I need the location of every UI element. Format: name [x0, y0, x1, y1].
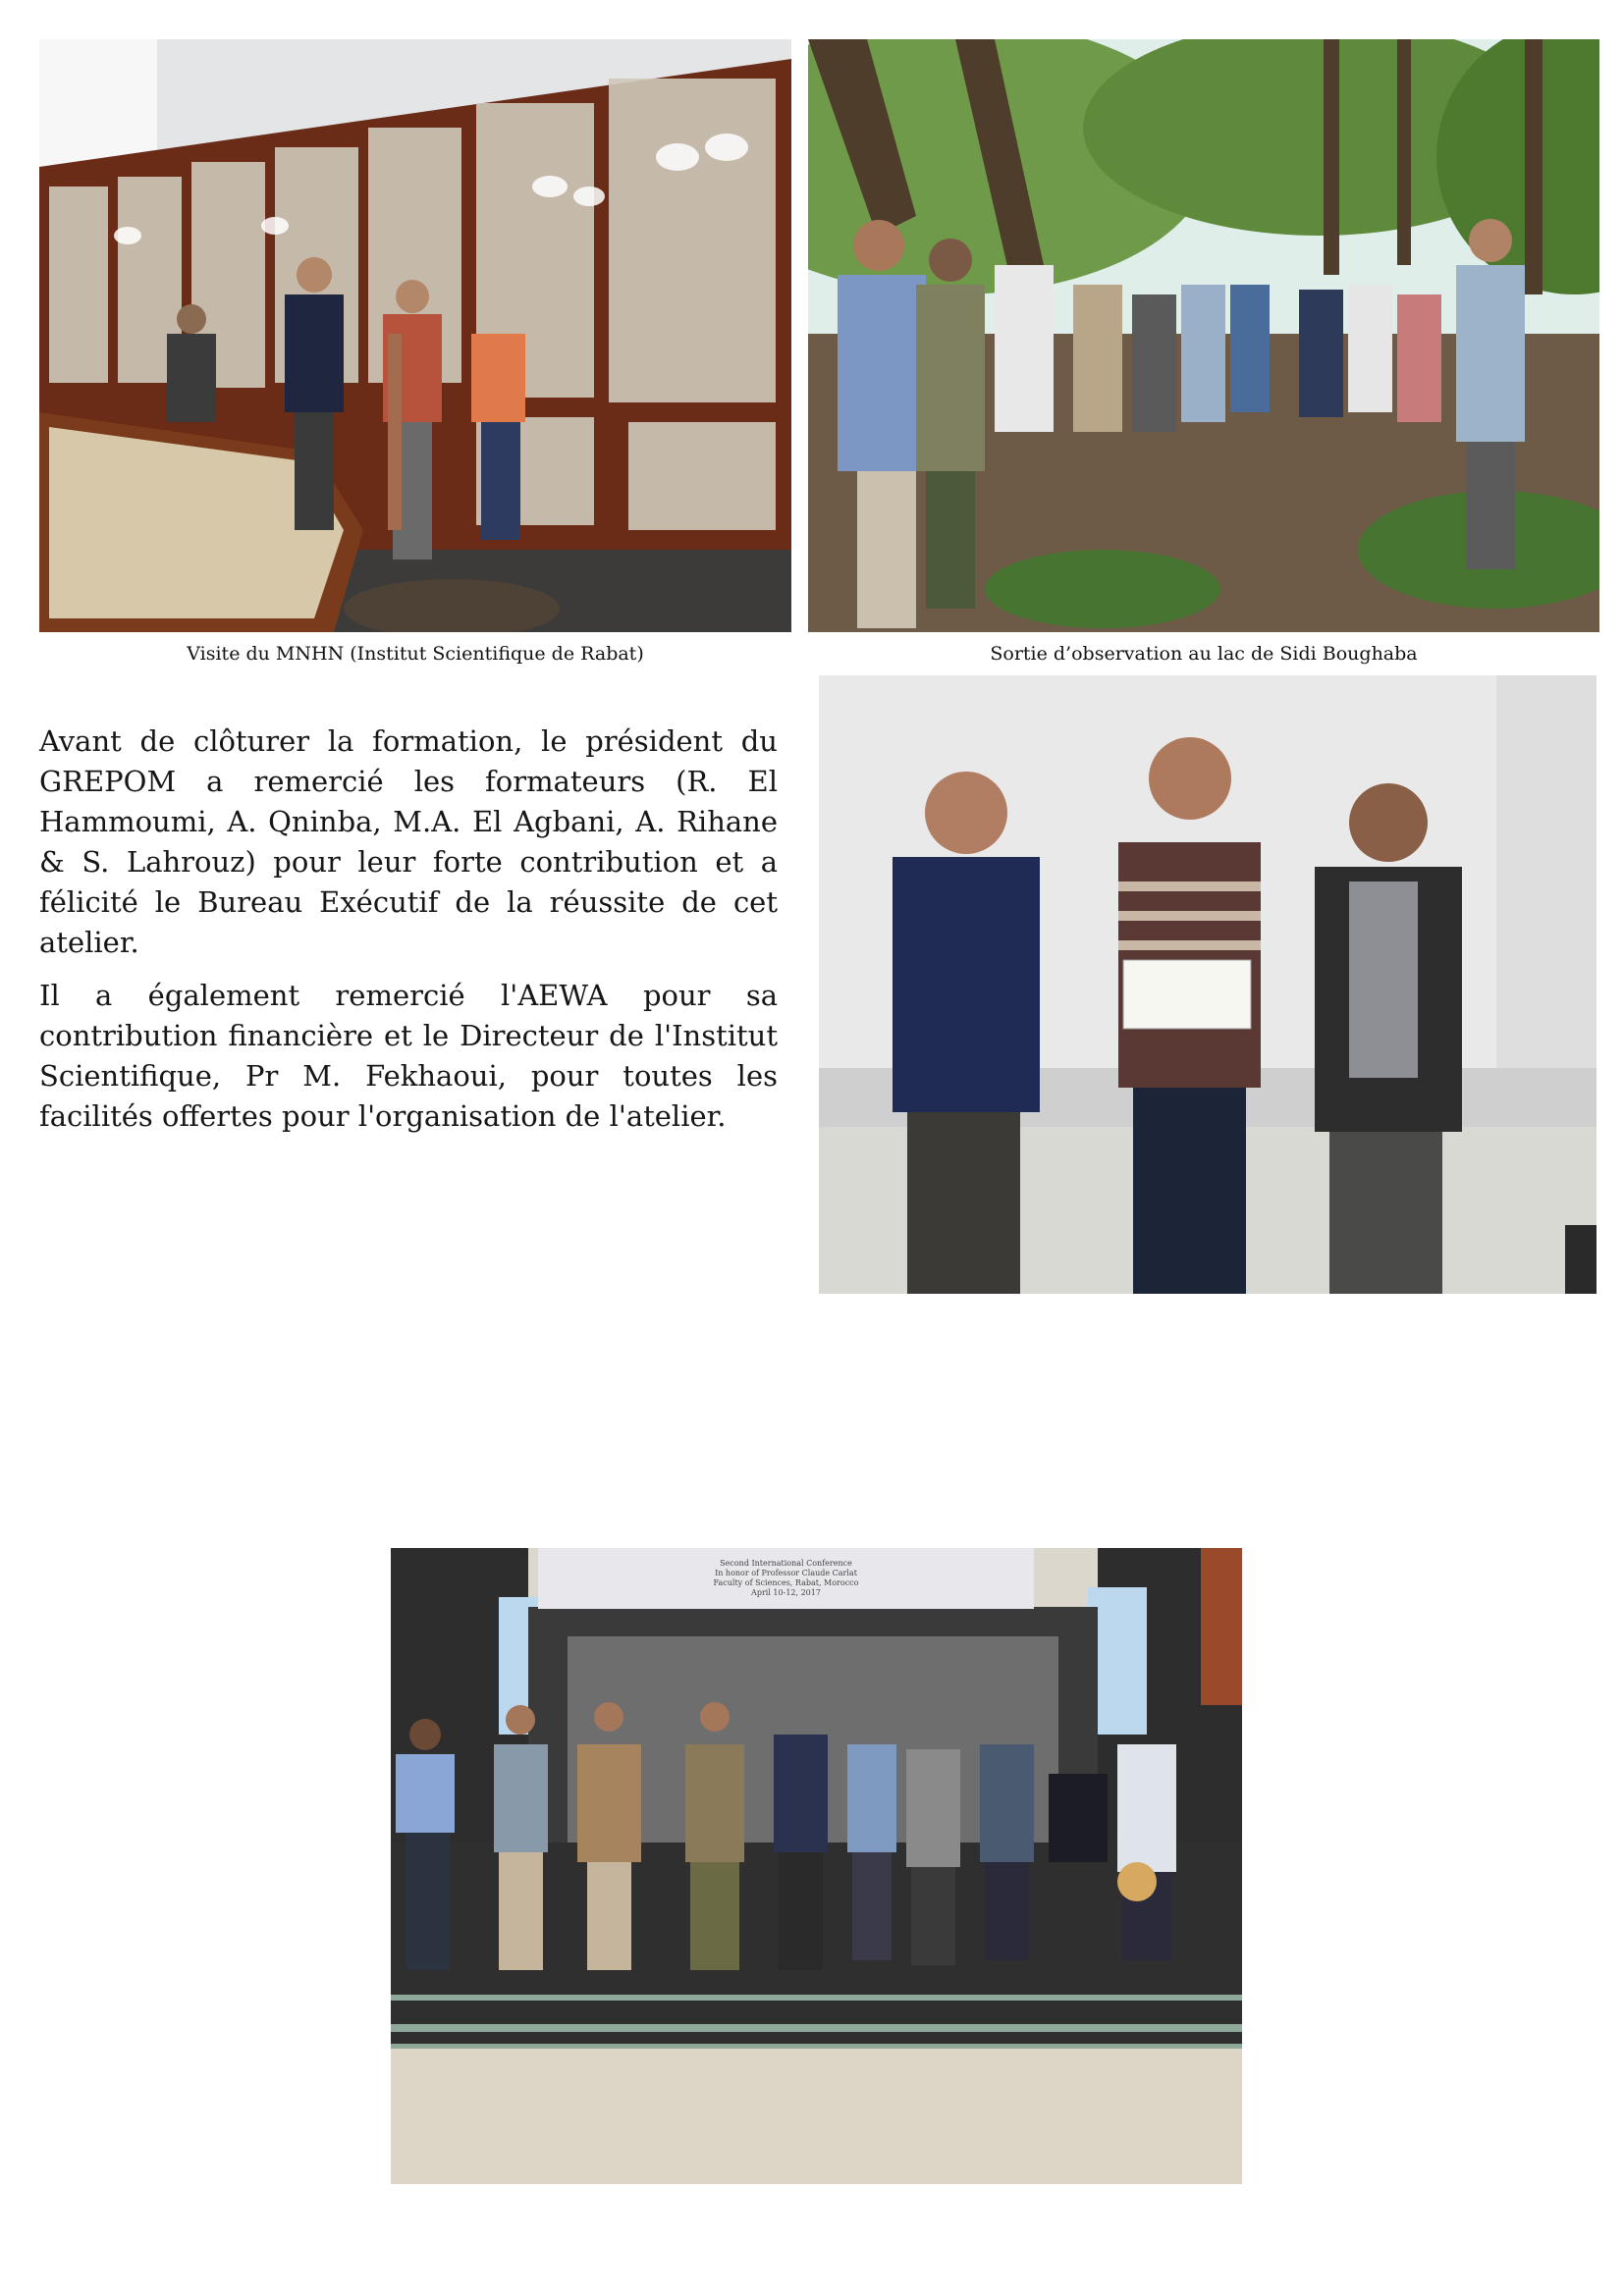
group-photo-illustration	[391, 1548, 1242, 2184]
banner-line-1: Second International Conference	[720, 1559, 852, 1568]
paragraph-thanks-sponsors: Il a également remercié l'AEWA pour sa contribution financière et le Directeur de l'Institut Scientifique, Pr M. Fekhaoui, pour toutes les facilités offertes pour l'organisation de l'atelier.	[39, 979, 778, 1133]
field-trip-caption: Sortie d’observation au lac de Sidi Boughaba	[990, 643, 1418, 665]
conference-banner	[538, 1550, 1034, 1607]
certificate-photo	[819, 675, 1597, 1294]
field-trip-photo	[808, 39, 1599, 632]
group-photo	[391, 1548, 1242, 2184]
certificate-photo-illustration	[819, 675, 1597, 1294]
field-trip-photo-illustration	[808, 39, 1599, 632]
museum-photo-illustration	[39, 39, 791, 632]
banner-line-4: April 10-12, 2017	[751, 1588, 821, 1597]
museum-caption: Visite du MNHN (Institut Scientifique de Rabat)	[187, 643, 644, 665]
banner-line-2: In honor of Professor Claude Carlat	[715, 1569, 857, 1577]
closing-remarks-text	[39, 721, 778, 1149]
banner-line-3: Faculty of Sciences, Rabat, Morocco	[713, 1578, 859, 1587]
museum-photo	[39, 39, 791, 632]
paragraph-thanks-trainers: Avant de clôturer la formation, le président du GREPOM a remercié les formateurs (R. El Hammoumi, A. Qninba, M.A. El Agbani, A. Rihane & S. Lahrouz) pour leur forte contribution et a félicité le Bureau Exécutif de la réussite de cet atelier.	[39, 724, 778, 959]
